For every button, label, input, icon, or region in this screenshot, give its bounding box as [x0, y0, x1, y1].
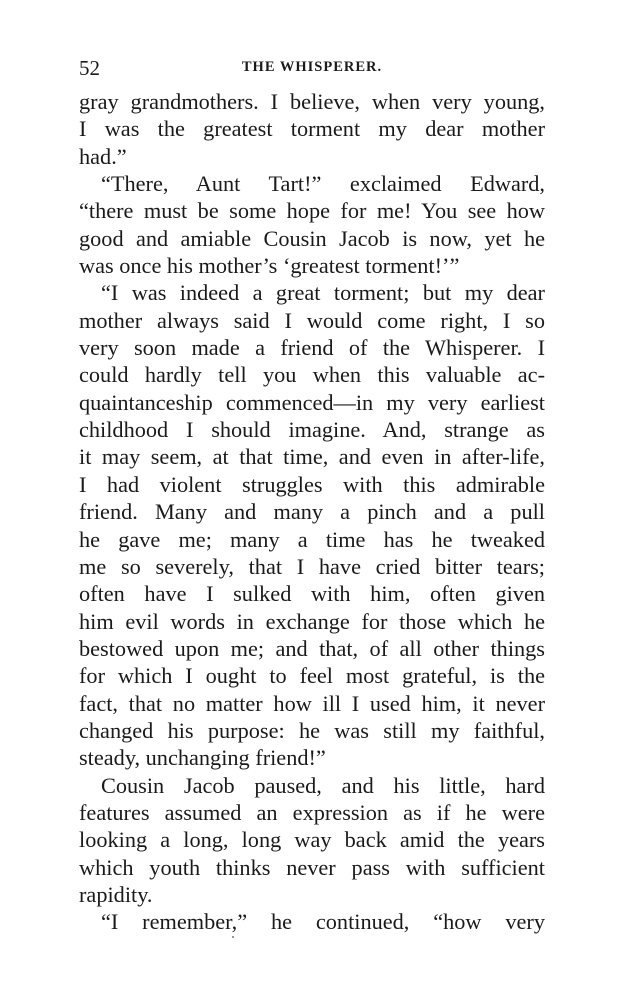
text-line: mother always said I would come right, I so [79, 307, 545, 333]
text-line: I had violent struggles with this admirable [79, 471, 545, 497]
text-line: childhood I should imagine. And, strange as [79, 417, 545, 443]
paper-speck [232, 936, 234, 938]
text-line: it may seem, at that time, and even in after-life, [79, 444, 545, 470]
text-line: steady, unchanging friend!” [79, 745, 326, 771]
text-line: gray grandmothers. I believe, when very young, [79, 89, 545, 114]
text-line: very soon made a friend of the Whisperer. I [79, 335, 545, 361]
text-line: “there must be some hope for me! You see how [79, 198, 545, 224]
text-line: could hardly tell you when this valuable ac- [79, 362, 545, 388]
text-line: “I was indeed a great torment; but my dear [101, 280, 545, 306]
body-text [79, 88, 545, 936]
text-line: I was the greatest torment my dear mother [79, 116, 545, 142]
running-head [79, 56, 545, 82]
text-line: friend. Many and many a pinch and a pull [79, 499, 545, 525]
text-line: “I remember,” he continued, “how very [101, 909, 545, 935]
text-line: me so severely, that I have cried bitter tears; [79, 553, 545, 579]
running-title: THE WHISPERER. [241, 59, 383, 75]
text-line: features assumed an expression as if he were [79, 799, 545, 825]
text-line: Cousin Jacob paused, and his little, hard [101, 772, 545, 798]
text-line: fact, that no matter how ill I used him, it never [79, 690, 545, 716]
text-line: good and amiable Cousin Jacob is now, yet he [79, 225, 545, 251]
text-line: often have I sulked with him, often given [79, 581, 545, 607]
text-line: rapidity. [79, 881, 153, 907]
text-line: him evil words in exchange for those which he [79, 608, 545, 634]
text-line: changed his purpose: he was still my faithful, [79, 717, 545, 743]
page-number: 52 [79, 56, 100, 80]
text-line: bestowed upon me; and that, of all other things [79, 635, 545, 661]
text-line: for which I ought to feel most grateful, is the [79, 663, 545, 689]
text-line: he gave me; many a time has he tweaked [79, 526, 545, 552]
text-line: looking a long, long way back amid the years [79, 827, 545, 853]
text-line: quaintanceship commenced—in my very earliest [79, 389, 545, 415]
text-line: which youth thinks never pass with sufficient [79, 854, 545, 880]
text-line: “There, Aunt Tart!” exclaimed Edward, [101, 171, 545, 197]
text-line: had.” [79, 143, 127, 169]
text-line: was once his mother’s ‘greatest torment!’” [79, 253, 460, 279]
